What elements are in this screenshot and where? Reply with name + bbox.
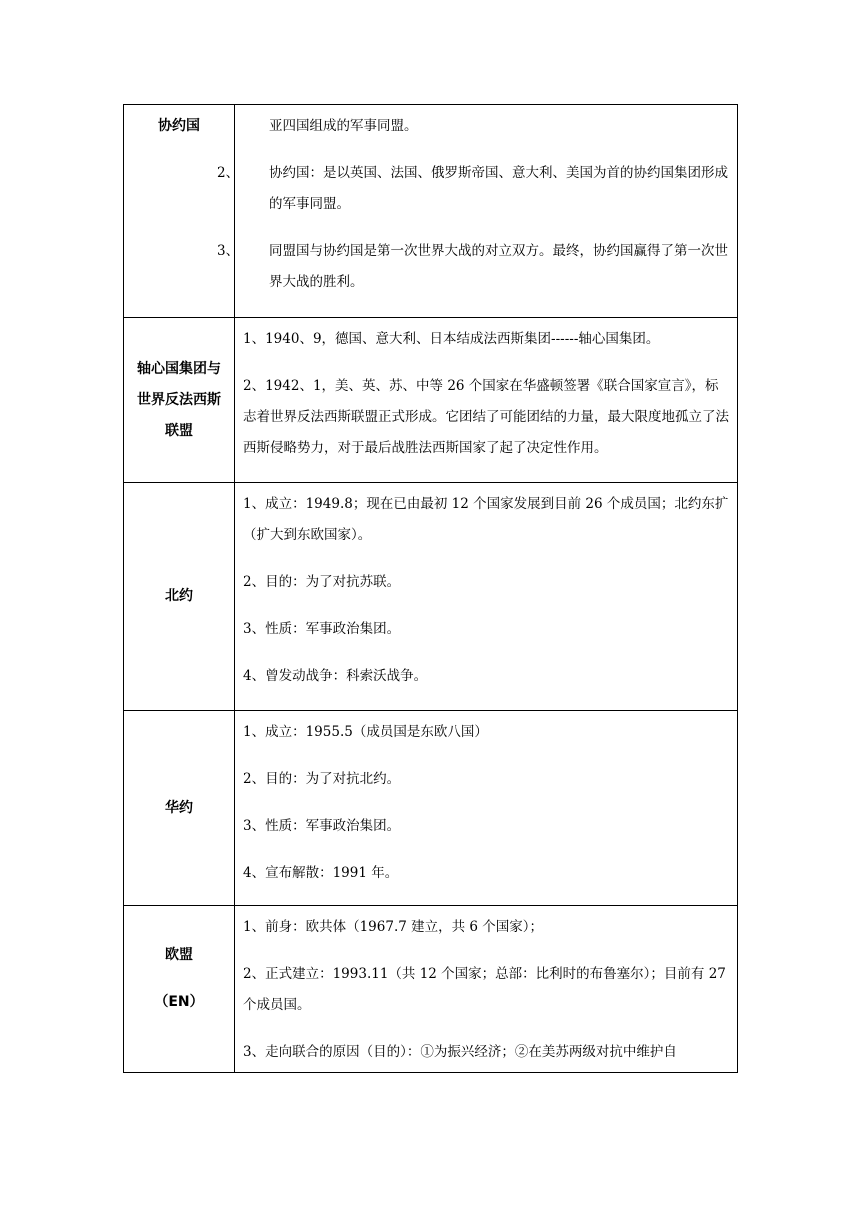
table-row (124, 906, 738, 1073)
paragraph: 2、目的：为了对抗苏联。 (243, 574, 401, 590)
table-row (124, 318, 738, 483)
paragraph: 1、1940、9，德国、意大利、日本结成法西斯集团------轴心国集团。 (243, 331, 660, 347)
paragraph: 1、成立：1955.5（成员国是东欧八国） (243, 724, 488, 740)
row-content-eu (235, 906, 738, 1073)
numbered-paragraph (217, 158, 729, 220)
table-row (124, 711, 738, 906)
paragraph: 4、曾发动战争：科索沃战争。 (243, 668, 428, 684)
paragraph-text: 协约国：是以英国、法国、俄罗斯帝国、意大利、美国为首的协约国集团形成的军事同盟。 (269, 165, 728, 212)
heading-line: （EN） (154, 994, 204, 1010)
paragraph: 3、性质：军事政治集团。 (243, 621, 401, 637)
paragraph: 2、正式建立：1993.11（共 12 个国家；总部：比利时的布鲁塞尔）；目前有 27 个成员国。 (243, 966, 726, 1013)
row-content-entente (217, 105, 738, 318)
paragraph: 2、1942、1，美、英、苏、中等 26 个国家在华盛顿签署《联合国家宣言》，标志着世界反法西斯联盟正式形成。它团结了可能团结的力量，最大限度地孤立了法西斯侵略势力，对于最后战胜法西斯国家了起了决定性作用。 (243, 378, 729, 456)
heading-line: 世界反法西斯 (137, 391, 221, 408)
paragraph: 4、宣布解散：1991 年。 (243, 865, 399, 881)
paragraph: 3、性质：军事政治集团。 (243, 818, 401, 834)
row-content-warsaw-pact (235, 711, 738, 906)
heading-line: 欧盟 (165, 947, 193, 963)
heading-line: 华约 (165, 799, 193, 816)
heading-line: 联盟 (165, 422, 193, 439)
row-content-axis-allies (235, 318, 738, 483)
paragraph: 1、成立：1949.8；现在已由最初 12 个国家发展到目前 26 个成员国；北约东扩（扩大到东欧国家）。 (243, 496, 729, 543)
row-heading-nato (124, 483, 235, 711)
item-number: 3、 (217, 243, 240, 259)
paragraph-text: 同盟国与协约国是第一次世界大战的对立双方。最终，协约国赢得了第一次世界大战的胜利。 (269, 243, 728, 290)
table-row (124, 483, 738, 711)
row-content-nato (235, 483, 738, 711)
paragraph: 3、走向联合的原因（目的）：①为振兴经济；②在美苏两级对抗中维护自 (243, 1044, 677, 1060)
numbered-paragraph (217, 236, 729, 298)
row-heading-axis-allies (124, 318, 235, 483)
paragraph: 2、目的：为了对抗北约。 (243, 771, 401, 787)
item-number: 2、 (217, 165, 240, 181)
comparison-table (123, 104, 738, 1073)
row-heading-eu (124, 906, 235, 1073)
heading-line: 轴心国集团与 (137, 360, 221, 377)
paragraph: 亚四国组成的军事同盟。 (269, 118, 418, 134)
table-row (124, 105, 738, 318)
heading-line: 协约国 (158, 118, 200, 134)
row-heading-warsaw-pact (124, 711, 235, 906)
heading-line: 北约 (165, 588, 193, 604)
paragraph: 1、前身：欧共体（1967.7 建立，共 6 个国家）； (243, 919, 544, 935)
row-heading-entente (124, 105, 235, 318)
